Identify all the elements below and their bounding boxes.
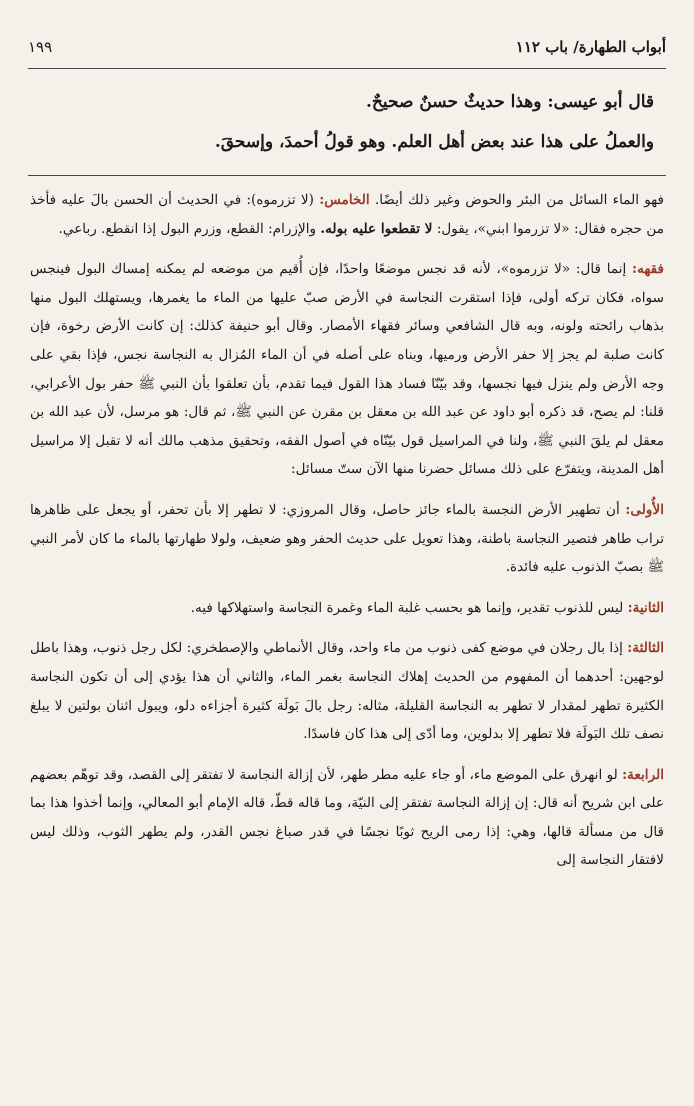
- commentary-paragraph: [30, 634, 664, 748]
- commentary-paragraph: [30, 761, 664, 875]
- section-term: فقهه:: [632, 261, 664, 278]
- section-term: الثالثة:: [627, 640, 664, 657]
- paragraph-text: إذا بال رجلان في موضع كفى ذنوب من ماء واحد، وقال الأنماطي والإصطخري: لكل رجل ذنوب، وهذا باطل لوجهين: أحدهما أن المفهوم من الحديث إهلاك النجاسة بغمر الماء، والثاني أن هذا يؤدي إلى أن تكون النجاسة الكثيرة تطهر لمقدار لا تطهر به النجاسة القليلة، مثاله: رجل بالَ بَولَة كثيرة أجزاءه دلو، ويبول اثنان بولتين لا يبلغ نصف تلك البَولَة فلا تطهر إلا بدلوين، وما أدّى إلى هذا كان فاسدًا.: [30, 640, 664, 743]
- commentary-paragraph: [30, 594, 664, 623]
- paragraph-text: (لا تزرموه): في الحديث أن الحسن بالَ عليه فأخذ من حجره فقال: «لا تزرموا ابني»، يقول:: [30, 192, 664, 237]
- paragraph-text: لو انهرق على الموضع ماء، أو جاء عليه مطر طهر، لأن إزالة النجاسة لا تفتقر إلى القصد، وقد توهّم بعضهم على ابن شريح أنه قال: إن إزالة النجاسة تفتقر إلى النيّة، وما قاله قطّ، قاله الإمام أبو المعالي، وإنما أخذوا هذا بما قال من مسألة قالها، وهي: إذا رمى الريح ثوبًا نجسًا في قدر صباغ نجس القدر، ولم يطهر الثوب، وذلك ليس لافتقار النجاسة إلى: [30, 766, 664, 869]
- commentary-paragraph: [30, 186, 664, 243]
- commentary-paragraph: [30, 496, 664, 582]
- section-term: الرابعة:: [622, 766, 664, 783]
- paragraph-text: ليس للذنوب تقدير، وإنما هو بحسب غلبة الماء وغمرة النجاسة واستهلاكها فيه.: [190, 599, 624, 616]
- paragraph-text: فهو الماء السائل من البئر والحوض وغير ذلك أيضًا.: [374, 192, 665, 208]
- matn-divider: [28, 175, 666, 176]
- section-term: الأُولى:: [625, 501, 664, 518]
- header-divider: [28, 68, 666, 69]
- emphasized-text: لا تقطعوا عليه بوله.: [320, 220, 433, 237]
- page-number: ١٩٩: [28, 38, 53, 56]
- commentary-paragraph: [30, 255, 664, 484]
- hadith-text: [40, 82, 654, 162]
- running-title: أبواب الطهارة/ باب ١١٢: [515, 38, 666, 56]
- paragraph-text: والإزرام: القطع، وزرم البول إذا انقطع. رباعي.: [58, 220, 317, 237]
- commentary: [30, 186, 664, 887]
- paragraph-text: أن تطهير الأرض النجسة بالماء جائز حاصل، وقال المروزي: لا تطهر إلا بأن تحفر، أو يجعل على ظاهرها تراب طاهر فتصير النجاسة باطنة، وهذا تعويل على حديث الحفر وهو ضعيف، ولولا طهارتها بالماء ما كان لأمر النبي ﷺ بصبّ الذنوب عليه فائدة.: [30, 501, 664, 576]
- matn-line: قال أبو عيسى: وهذا حديثٌ حسنٌ صحيحٌ.: [365, 92, 654, 112]
- page-header: [28, 38, 666, 64]
- section-term: الثانية:: [627, 599, 664, 616]
- section-term: الخامس:: [319, 192, 370, 208]
- matn-line: والعملُ على هذا عند بعض أهل العلم. وهو قولُ أحمدَ، وإسحقَ.: [214, 132, 654, 152]
- paragraph-text: إنما قال: «لا تزرموه»، لأنه قد نجس موضعًا واحدًا، فإن أُقيم من موضعه لم يمكنه إمساك البول فينجس سواه، فكان تركه أولى، فإذا استقرت النجاسة في الأرض صبّ عليها من الماء ما يغمرها، ويستهلك البول منها بذهاب رائحته ولونه، وبه قال الشافعي وسائر فقهاء الأمصار. وقال أبو حنيفة كذلك: إن كانت الأرض رخوة، فإن كانت صلبة لم يجز إلا حفر الأرض ورميها، وبناه على أصله في أن الماء المُزال به النجاسة نجس، فإذا بقي على وجه الأرض ولم ينزل فيها نجسها، وقد بيّنّا فساد هذا القول فيما تقدم، بأن تعلقوا بأن النبي ﷺ حفر بول الأعرابي، قلنا: لم يصح، قد ذكره أبو داود عن عبد الله بن معقل بن مقرن عن النبي ﷺ، ثم قال: هو مرسل، لأن عبد الله بن معقل لم يلقَ النبي ﷺ، ولنا في المراسيل قول بيّنّاه في أصول الفقه، وتحقيق مذهب مالك أنه لا تقبل إلا مراسيل أهل المدينة، ويتفرّع على ذلك مسائل حضرنا منها الآن ستّ مسائل:: [30, 261, 664, 478]
